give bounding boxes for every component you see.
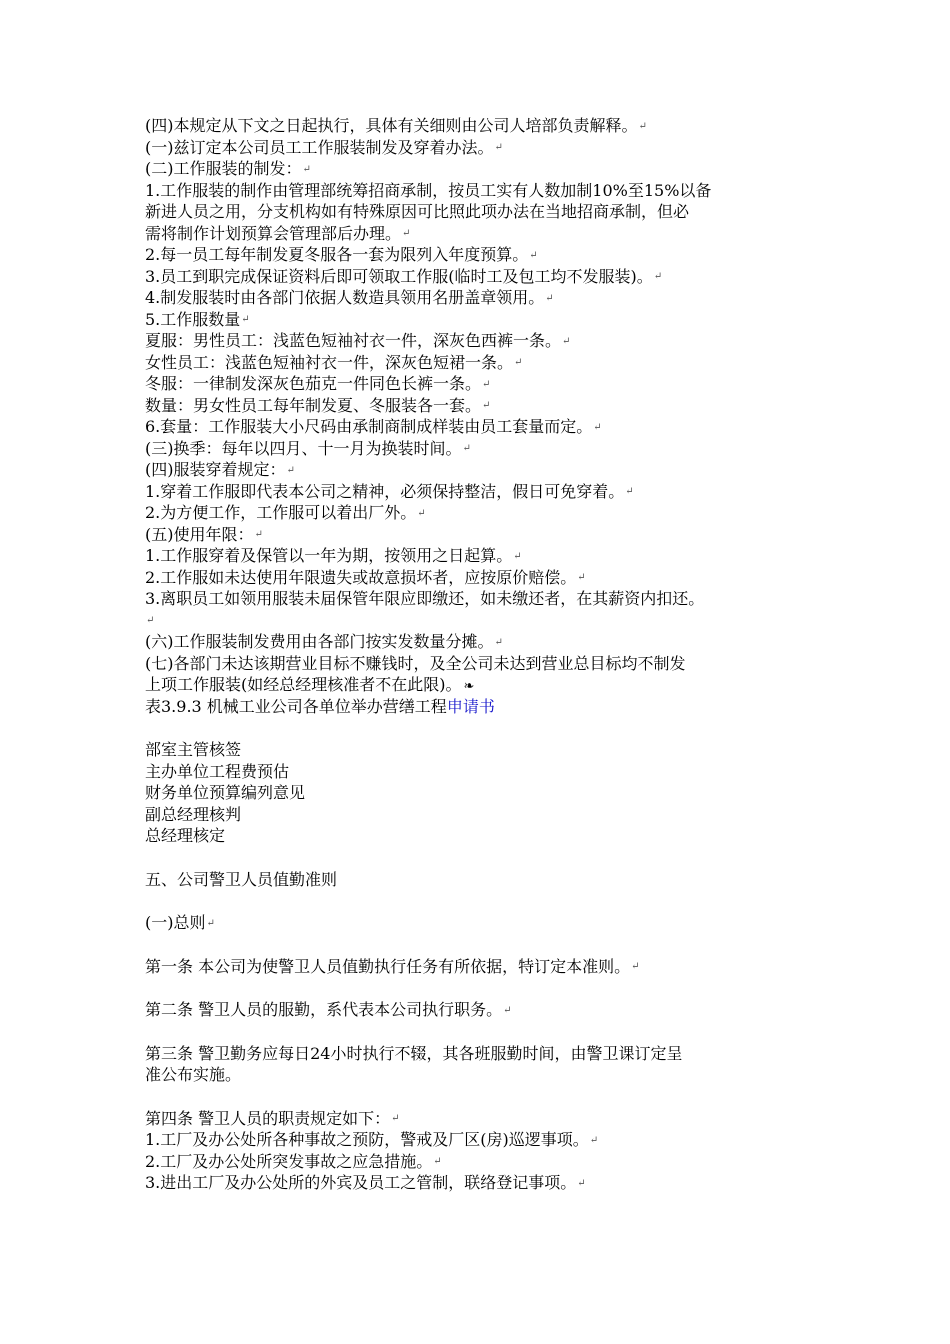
paragraph-mark-icon: ↵ [241, 314, 250, 326]
article-2: 第二条 警卫人员的服勤，系代表本公司执行职务。↵ [145, 1000, 512, 1019]
text-line: 需将制作计划预算会管理部后办理。↵ [145, 223, 411, 243]
document-page [145, 115, 815, 1194]
paragraph-mark-icon: ↵ [462, 443, 471, 455]
article-4: 第四条 警卫人员的职责规定如下：↵ [145, 1108, 400, 1128]
paragraph-mark-icon: ↵ [286, 464, 295, 476]
text-line: 1.工作服装的制作由管理部统筹招商承制，按员工实有人数加制10%至15%以备 [145, 180, 712, 200]
text-line: 第三条 警卫勤务应每日24小时执行不辍，其各班服勤时间，由警卫课订定呈 [145, 1043, 683, 1063]
paragraph-mark-icon: ↵ [391, 1113, 400, 1125]
list-item: 财务单位预算编列意见 [145, 783, 306, 802]
uniform-rules-block [145, 115, 815, 696]
paragraph-mark-icon: ↵ [631, 961, 640, 973]
text-line: 上项工作服装(如经总经理核准者不在此限)。 ❧ [145, 675, 475, 694]
list-item: 副总经理核判 [145, 804, 242, 824]
paragraph-mark-icon: ↵ [577, 1177, 586, 1189]
general-heading: (一)总则↵ [145, 913, 215, 932]
text-line: 冬服：一律制发深灰色茄克一件同色长裤一条。↵ [145, 374, 491, 393]
text-line: (七)各部门未达该期营业目标不赚钱时，及全公司未达到营业总目标均不制发 [145, 653, 686, 673]
paragraph-mark-icon: ↵ [529, 249, 538, 261]
text-line: 2.工作服如未达使用年限遗失或故意损坏者，应按原价赔偿。↵ [145, 567, 586, 587]
paragraph-mark-icon: ↵ [562, 335, 571, 347]
text-line: 夏服：男性员工：浅蓝色短袖衬衣一件，深灰色西裤一条。↵ [145, 331, 571, 350]
text-line: 数量：男女性员工每年制发夏、冬服装各一套。↵ [145, 395, 491, 415]
paragraph-mark-icon: ↵ [589, 1134, 599, 1146]
text-line: (一)兹订定本公司员工工作服装制发及穿着办法。↵ [145, 137, 503, 157]
article-1: 第一条 本公司为使警卫人员值勤执行任务有所依据，特订定本准则。↵ [145, 956, 640, 976]
list-item: 总经理核定 [145, 826, 226, 845]
paragraph-mark-icon: ↵ [417, 507, 426, 519]
paragraph-mark-icon: ↵ [402, 228, 411, 240]
text-line: (四)本规定从下文之日起执行，具体有关细则由公司人培部负责解释。↵ [145, 116, 647, 135]
list-item: 3.进出工厂及办公处所的外宾及员工之管制，联络登记事项。↵ [145, 1173, 586, 1192]
table-caption: 表3.9.3 机械工业公司各单位举办营缮工程申请书 [145, 696, 495, 716]
list-item: 主办单位工程费预估 [145, 761, 290, 781]
list-item: 部室主管核签 [145, 740, 242, 759]
list-item: 2.工厂及办公处所突发事故之应急措施。↵ [145, 1151, 442, 1171]
paragraph-mark-icon: ↵ [482, 378, 491, 390]
article-4-items [145, 1129, 815, 1194]
approval-list [145, 739, 815, 847]
paragraph-mark-icon: ↵ [146, 615, 155, 627]
paragraph-mark-icon: ↵ [494, 636, 503, 648]
text-line: (二)工作服装的制发：↵ [145, 159, 311, 178]
text-line: 4.制发服装时由各部门依据人数造具领用名册盖章领用。↵ [145, 288, 554, 307]
paragraph-mark-icon: ↵ [593, 421, 602, 433]
paragraph-mark-icon: ↵ [638, 120, 647, 132]
text-line: 女性员工：浅蓝色短袖衬衣一件，深灰色短裙一条。↵ [145, 352, 523, 372]
paragraph-mark-icon: ↵ [577, 572, 586, 584]
paragraph-mark-icon: ↵ [513, 550, 522, 562]
text-line: 1.穿着工作服即代表本公司之精神，必须保持整洁，假日可免穿着。↵ [145, 481, 634, 501]
text-line: 5.工作服数量↵ [145, 309, 250, 329]
paragraph-mark-icon: ↵ [206, 917, 215, 929]
paragraph-mark-icon: ↵ [433, 1156, 442, 1168]
text-line: 3.员工到职完成保证资料后即可领取工作服(临时工及包工均不发服装)。↵ [145, 266, 663, 286]
application-form-link[interactable]: 申请书 [446, 696, 495, 716]
text-line: 新进人员之用，分支机构如有特殊原因可比照此项办法在当地招商承制，但必 [145, 202, 690, 221]
end-of-section-icon: ❧ [463, 679, 475, 694]
article-3 [145, 1043, 815, 1086]
text-line: 2.每一员工每年制发夏冬服各一套为限列入年度预算。↵ [145, 245, 538, 264]
text-line: (五)使用年限：↵ [145, 524, 263, 544]
text-line: (三)换季：每年以四月、十一月为换装时间。↵ [145, 438, 471, 458]
text-line: 1.工作服穿着及保管以一年为期，按领用之日起算。↵ [145, 546, 522, 565]
paragraph-mark-icon: ↵ [302, 163, 311, 175]
text-line: 3.离职员工如领用服装未届保管年限应即缴还，如未缴还者，在其薪资内扣还。 [145, 589, 705, 608]
text-line [145, 610, 815, 632]
text-line: (四)服装穿着规定：↵ [145, 460, 295, 479]
paragraph-mark-icon: ↵ [625, 486, 634, 498]
text-line: (六)工作服装制发费用由各部门按实发数量分摊。↵ [145, 632, 503, 651]
paragraph-mark-icon: ↵ [653, 271, 663, 283]
text-line: 2.为方便工作，工作服可以着出厂外。↵ [145, 503, 426, 522]
paragraph-mark-icon: ↵ [503, 1004, 512, 1016]
paragraph-mark-icon: ↵ [482, 400, 491, 412]
list-item: 1.工厂及办公处所各种事故之预防，警戒及厂区(房)巡逻事项。↵ [145, 1130, 599, 1149]
paragraph-mark-icon: ↵ [514, 357, 523, 369]
paragraph-mark-icon: ↵ [494, 142, 503, 154]
paragraph-mark-icon: ↵ [545, 292, 554, 304]
section-title: 五、公司警卫人员值勤准则 [145, 869, 338, 889]
text-line: 6.套量：工作服装大小尺码由承制商制成样装由员工套量而定。↵ [145, 417, 602, 436]
text-line: 准公布实施。 [145, 1065, 242, 1084]
paragraph-mark-icon: ↵ [254, 529, 263, 541]
